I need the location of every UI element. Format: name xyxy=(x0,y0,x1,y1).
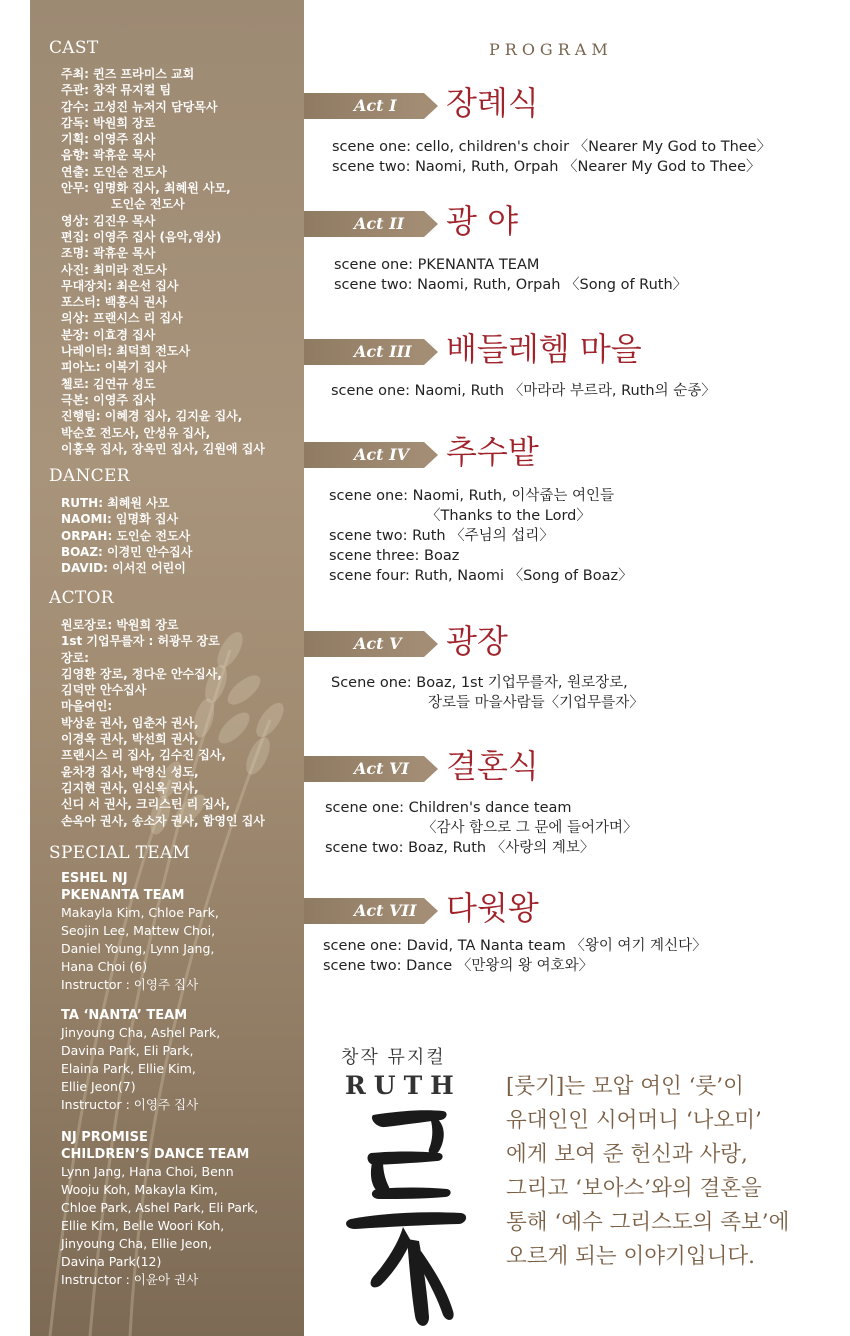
dancer-row: ORPAH: 도인순 전도사 xyxy=(61,528,191,543)
dancer-list xyxy=(61,495,301,576)
scene-line: scene one: cello, children's choir 〈Nearer My God to Thee〉 xyxy=(332,139,772,155)
scene-list xyxy=(334,255,687,295)
scene-line: 〈감사 함으로 그 문에 들어가며〉 xyxy=(422,820,638,836)
special-team-heading: SPECIAL TEAM xyxy=(49,843,191,863)
team-member-row: Wooju Koh, Makayla Kim, xyxy=(61,1182,218,1197)
team-member-row: Daniel Young, Lynn Jang, xyxy=(61,941,215,956)
team-member-row: Ellie Kim, Belle Woori Koh, xyxy=(61,1218,225,1233)
act-label: Act IV xyxy=(354,445,410,464)
scene-line: scene two: Naomi, Ruth, Orpah 〈Song of Ruth〉 xyxy=(334,277,688,293)
team-name: TA ‘NANTA’ TEAM xyxy=(61,1008,188,1023)
act-title: 장례식 xyxy=(446,84,539,122)
act-label: Act V xyxy=(354,634,402,653)
actor-row: 손옥아 권사, 송소자 권사, 함영인 집사 xyxy=(61,813,265,828)
team-member-row: Elaina Park, Ellie Kim, xyxy=(61,1061,196,1076)
team-nj-promise xyxy=(61,1129,301,1289)
actor-row: 신디 서 권사, 크리스틴 리 집사, xyxy=(61,797,231,812)
actor-row: 원로장로: 박원희 장로 xyxy=(61,618,179,632)
act-title: 광 야 xyxy=(446,202,518,240)
act-title: 다윗왕 xyxy=(446,889,539,927)
cast-row: 기획: 이영주 집사 xyxy=(61,132,156,147)
actor-row: 1st 기업무를자 : 허광무 장로 xyxy=(61,634,220,649)
team-member-row: Jinyoung Cha, Ashel Park, xyxy=(61,1025,221,1040)
act-tag xyxy=(304,631,424,657)
team-member-row: Jinyoung Cha, Ellie Jeon, xyxy=(61,1236,213,1251)
actor-row: 김지현 권사, 임신옥 권사, xyxy=(61,780,199,795)
ruth-calligraphy-icon xyxy=(343,1101,473,1336)
program-heading: PROGRAM xyxy=(489,40,613,59)
team-members xyxy=(61,1163,301,1289)
act-title: 광장 xyxy=(446,622,508,660)
cast-row: 진행팀: 이혜경 집사, 김지윤 집사, xyxy=(61,409,243,424)
description-line: 통해 ‘예수 그리스도의 족보’에 xyxy=(506,1210,790,1235)
scene-line: scene one: Naomi, Ruth, 이삭줍는 여인들 xyxy=(329,488,614,504)
act-label: Act VII xyxy=(354,901,417,920)
cast-row: 연출: 도인순 전도사 xyxy=(61,164,167,179)
cast-row: 첼로: 김연규 성도 xyxy=(61,376,156,391)
act-tag xyxy=(304,898,424,924)
cast-row: 나레이터: 최덕희 전도사 xyxy=(61,344,191,359)
description-line: 유대인인 시어머니 ‘나오미’ xyxy=(506,1108,762,1133)
description-line: [룻기]는 모압 여인 ‘룻’이 xyxy=(506,1074,744,1099)
cast-row: 조명: 곽휴운 목사 xyxy=(61,246,156,261)
cast-row: 감수: 고성진 뉴저지 담당목사 xyxy=(61,99,218,114)
scene-list xyxy=(332,137,771,177)
cast-row: 안무: 임명화 집사, 최혜원 사모, xyxy=(61,181,231,196)
team-name: CHILDREN’S DANCE TEAM xyxy=(61,1147,250,1162)
musical-label: 창작 뮤지컬 xyxy=(341,1047,446,1068)
actor-list xyxy=(61,617,301,829)
team-member-row: Davina Park(12) xyxy=(61,1254,162,1269)
cast-row: 사진: 최미라 전도사 xyxy=(61,262,167,277)
scene-line: scene one: PKENANTA TEAM xyxy=(334,257,540,273)
act-label: Act VI xyxy=(354,759,410,778)
scene-line: Scene one: Boaz, 1st 기업무를자, 원로장로, xyxy=(331,675,628,691)
team-instructor: Instructor : 이영주 집사 xyxy=(61,1097,199,1112)
description-text xyxy=(506,1070,789,1274)
cast-row: 감독: 박원희 장로 xyxy=(61,115,156,130)
cast-row: 영상: 김진우 목사 xyxy=(61,213,156,228)
scene-line: scene three: Boaz xyxy=(329,548,460,564)
scene-line: scene two: Dance 〈만왕의 왕 여호와〉 xyxy=(323,958,594,974)
actor-row: 윤차경 집사, 박영신 성도, xyxy=(61,764,199,779)
scene-line: 〈Thanks to the Lord〉 xyxy=(426,508,591,524)
team-members xyxy=(61,904,301,994)
cast-row: 박순호 전도사, 안성유 집사, xyxy=(61,425,211,440)
scene-line: scene one: Naomi, Ruth 〈마라라 부르라, Ruth의 순종〉 xyxy=(331,383,716,399)
actor-row: 장로: xyxy=(61,650,89,665)
act-title: 결혼식 xyxy=(446,747,539,785)
cast-row: 분장: 이효경 집사 xyxy=(61,327,156,342)
team-member-row: Seojin Lee, Mattew Choi, xyxy=(61,923,216,938)
credits-sidebar xyxy=(30,0,304,1336)
actor-row: 이경옥 권사, 박선희 권사, xyxy=(61,732,199,747)
cast-row: 음향: 곽휴운 목사 xyxy=(61,148,156,163)
description-line: 오르게 되는 이야기입니다. xyxy=(506,1244,755,1269)
description-line: 에게 보여 준 헌신과 사랑, xyxy=(506,1142,748,1167)
dancer-row: BOAZ: 이경민 안수집사 xyxy=(61,544,193,559)
act-tag xyxy=(304,93,424,119)
team-name: ESHEL NJ xyxy=(61,871,128,886)
actor-row: 박상윤 권사, 임춘자 권사, xyxy=(61,715,199,730)
dancer-row: RUTH: 최혜원 사모 xyxy=(61,496,170,510)
team-name: PKENANTA TEAM xyxy=(61,888,185,903)
act-tag xyxy=(304,339,424,365)
team-ta-nanta xyxy=(61,1007,301,1114)
dancer-row: NAOMI: 임명화 집사 xyxy=(61,512,179,527)
scene-list xyxy=(331,381,716,401)
cast-heading: CAST xyxy=(49,38,99,58)
cast-row: 이홍옥 집사, 장옥민 집사, 김원애 집사 xyxy=(61,441,265,456)
actor-heading: ACTOR xyxy=(49,588,114,608)
team-member-row: Chloe Park, Ashel Park, Eli Park, xyxy=(61,1200,259,1215)
actor-row: 김영환 장로, 정다운 안수집사, xyxy=(61,666,222,681)
act-tag xyxy=(304,211,424,237)
team-pkenanta xyxy=(61,870,301,994)
ruth-english-title: RUTH xyxy=(345,1071,462,1100)
cast-row: 극본: 이영주 집사 xyxy=(61,392,156,407)
act-title: 배들레헴 마을 xyxy=(446,330,642,368)
actor-row: 프랜시스 리 집사, 김수진 집사, xyxy=(61,748,226,763)
team-instructor: Instructor : 이영주 집사 xyxy=(61,977,199,992)
team-member-row: Makayla Kim, Chloe Park, xyxy=(61,905,219,920)
cast-row: 주관: 창작 뮤지컬 팀 xyxy=(61,83,172,98)
scene-line: scene four: Ruth, Naomi 〈Song of Boaz〉 xyxy=(329,568,633,584)
scene-line: scene two: Boaz, Ruth 〈사랑의 계보〉 xyxy=(325,840,595,856)
dancer-row: DAVID: 이서진 어린이 xyxy=(61,561,186,576)
team-member-row: Lynn Jang, Hana Choi, Benn xyxy=(61,1164,234,1179)
scene-list xyxy=(325,798,638,858)
actor-row: 김덕만 안수집사 xyxy=(61,683,147,698)
team-instructor: Instructor : 이윤아 권사 xyxy=(61,1272,199,1287)
cast-row: 주최: 퀸즈 프라미스 교회 xyxy=(61,67,195,81)
scene-line: scene two: Ruth 〈주님의 섭리〉 xyxy=(329,528,554,544)
scene-list xyxy=(331,673,644,713)
scene-list xyxy=(329,486,633,586)
team-member-row: Ellie Jeon(7) xyxy=(61,1079,136,1094)
team-members xyxy=(61,1024,301,1114)
actor-row: 마을여인: xyxy=(61,699,113,714)
scene-line: scene one: Children's dance team xyxy=(325,800,572,816)
team-member-row: Davina Park, Eli Park, xyxy=(61,1043,194,1058)
team-name: NJ PROMISE xyxy=(61,1130,148,1145)
scene-line: scene two: Naomi, Ruth, Orpah 〈Nearer My God to Thee〉 xyxy=(332,159,761,175)
cast-row: 의상: 프랜시스 리 집사 xyxy=(61,311,183,326)
description-line: 그리고 ‘보아스’와의 결혼을 xyxy=(506,1176,762,1201)
act-tag xyxy=(304,442,424,468)
team-member-row: Hana Choi (6) xyxy=(61,959,148,974)
scene-line: 장로들 마을사람들〈기업무를자〉 xyxy=(428,695,644,711)
cast-row: 포스터: 백홍식 권사 xyxy=(61,295,167,310)
dancer-heading: DANCER xyxy=(49,466,130,486)
cast-row: 편집: 이영주 집사 (음악,영상) xyxy=(61,229,222,244)
scene-list xyxy=(323,936,707,976)
act-label: Act I xyxy=(354,96,397,115)
cast-row: 도인순 전도사 xyxy=(111,197,185,212)
act-title: 추수밭 xyxy=(446,433,539,471)
act-tag xyxy=(304,756,424,782)
cast-row: 피아노: 이복기 집사 xyxy=(61,360,167,375)
cast-row: 무대장치: 최은선 집사 xyxy=(61,278,179,293)
scene-line: scene one: David, TA Nanta team 〈왕이 여기 계신다〉 xyxy=(323,938,707,954)
act-label: Act II xyxy=(354,214,405,233)
cast-list xyxy=(61,66,301,457)
act-label: Act III xyxy=(354,342,412,361)
